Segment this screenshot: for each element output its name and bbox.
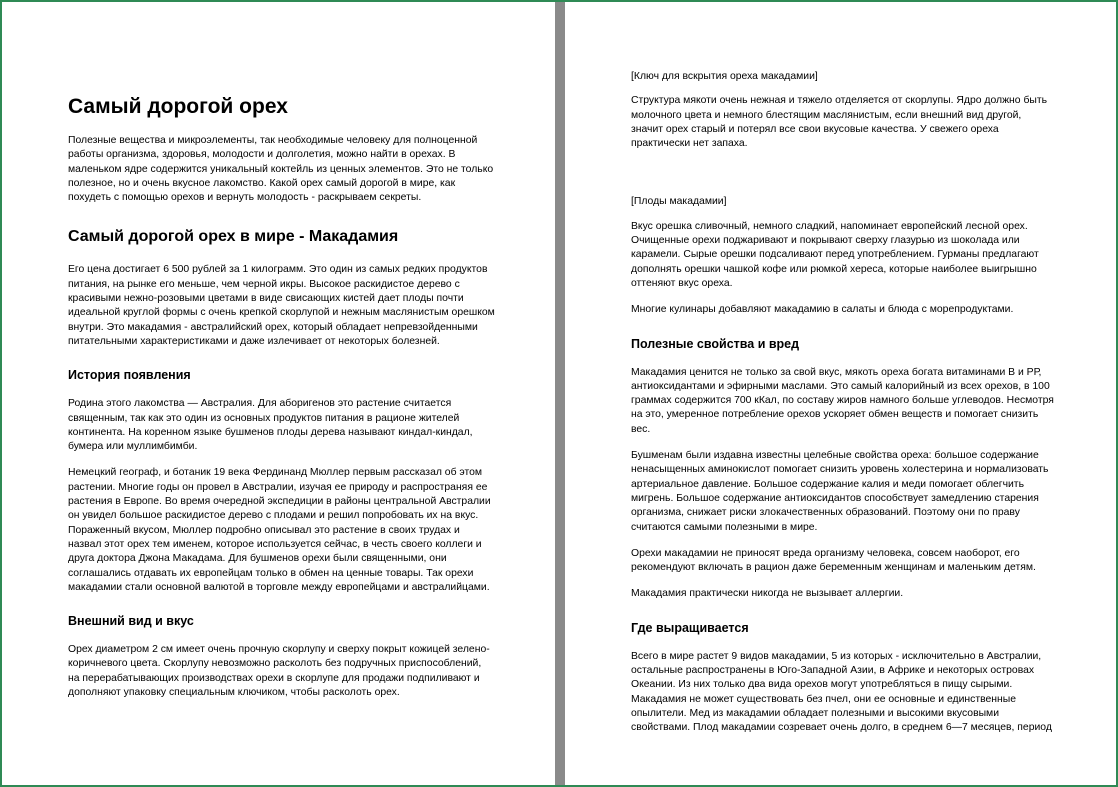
history-paragraph-1: Родина этого лакомства — Австралия. Для аборигенов это растение считается священным, так как это один из основных продуктов питания в рационе жителей континента. На коренном языке бушменов плоды дерева называют киндал-киндал, бумера или муллимбимби.: [68, 398, 473, 453]
document-page-left: [2, 2, 555, 787]
taste-paragraph: Вкус орешка сливочный, немного сладкий, напоминает европейский лесной орех. Очищенные орехи поджаривают и покрывают сверху глазурью из шоколада или карамели. Сырые орешки подсаливают перед употреблением. Гурманы предлагают дополнять орешки чашкой кофе или рюмкой хереса, которые наиболее выигрышно оттеняют вкус ореха.: [631, 220, 1039, 289]
benefits-heading: Полезные свойства и вред: [631, 336, 800, 351]
benefits-paragraph-1: Макадамия ценится не только за свой вкус, мякоть ореха богата витаминами В и РР, антиоксидантами и эфирными маслами. Это самый калорийный из всех орехов, в 100 граммах содержится 700 кКал, по составу жиров намного больше углеводов. Несмотря на это, умеренное потребление орехов ускоряет обмен веществ и помогает снизить вес.: [631, 366, 1054, 435]
intro-paragraph: Полезные вещества и микроэлементы, так необходимые человеку для полноценной работы организма, здоровья, молодости и долголетия, можно найти в орехах. В маленьком ядре содержится уникальный коктейль из ценных элементов. Это не только полезное, но и очень вкусное лакомство. Какой орех самый дорогой в мире, как похудеть с помощью орехов и вернуть молодость - раскрываем секреты.: [68, 135, 494, 204]
image-caption-fruits: [Плоды макадамии]: [631, 196, 727, 208]
pulp-paragraph: Структура мякоти очень нежная и тяжело отделяется от скорлупы. Ядро должно быть молочного цвета и немного блестящим маслянистым, если внешний вид другой, значит орех старый и потерял все свои вкусовые качества. У свежего ореха практически нет запаха.: [631, 95, 1048, 150]
growth-paragraph: Всего в мире растет 9 видов макадамии, 5 из которых - исключительно в Австралии, остальные распространены в Юго-Западной Азии, в Африке и некоторых островах Океании. Из них только два вида орехов могут употребляться в пищу сырыми. Макадамия не может существовать без пчел, они ее основные и единственные опылители. Мед из макадамии обладает полезными и высокими вкусовыми свойствами. Плод макадамии созревает очень долго, в среднем 6—7 месяцев, период: [631, 650, 1052, 734]
page-title: Самый дорогой орех: [68, 95, 288, 118]
appearance-paragraph: Орех диаметром 2 см имеет очень прочную скорлупу и сверху покрыт кожицей зелено-коричневого цвета. Скорлупу невозможно расколоть без подручных приспособлений, на перерабатывающих производствах орехи в скорлупе для продажи подпиливают и дополняют упаковку специальным ключиком, чтобы расколоть орех.: [68, 644, 490, 699]
benefits-paragraph-4: Макадамия практически никогда не вызывает аллергии.: [631, 588, 904, 600]
growth-heading: Где выращивается: [631, 620, 749, 635]
image-placeholder-spacer: [631, 163, 1056, 195]
benefits-paragraph-2: Бушменам были издавна известны целебные свойства ореха: большое содержание ненасыщенных аминокислот помогает снизить уровень холестерина и нормализовать артериальное давление. Большое содержание калия и меди помогает облегчить мигрень. Большое содержание антиоксидантов способствует замедлению старения организма, снижает риски злокачественных образований. Поэтому они по праву считаются самыми полезными в мире.: [631, 450, 1049, 533]
document-page-right: [565, 2, 1116, 787]
history-paragraph-2: Немецкий географ, и ботаник 19 века Фердинанд Мюллер первым рассказал об этом растении. Многие годы он провел в Австралии, изучая ее природу и распространяя ее растения в Европе. Во время очередной экспедиции в районы центральной Австралии он увидел большое раскидистое дерево с плодами и решил попробовать их на вкус. Пораженный вкусом, Мюллер подробно описывал это растение в своих трудах и назвал этот орех тем именем, которое используется сейчас, в честь своего коллеги и друга доктора Джона Макадама. Для бушменов орехи были священными, они соглашались отдавать их европейцам только в обмен на ценные товары. Так орехи макадамии стали основной валютой в торговле между европейцами и австралийцами.: [68, 467, 491, 593]
page-gap: [555, 2, 565, 787]
section-heading-macadamia: Самый дорогой орех в мире - Макадамия: [68, 228, 399, 246]
macadamia-paragraph: Его цена достигает 6 500 рублей за 1 килограмм. Это один из самых редких продуктов питания, на рынке его меньше, чем черной икры. Высокое раскидистое дерево с красивыми нежно-розовыми цветами в виде свисающих кистей дает плоды почти идеальной круглой формы с очень крепкой скорлупой и нежным маслянистым орешком внутри. Это макадамия - австралийский орех, который обладает непревзойденными питательными характеристиками и даже излечивает от некоторых болезней.: [68, 264, 495, 347]
appearance-heading: Внешний вид и вкус: [68, 614, 194, 629]
history-heading: История появления: [68, 368, 191, 383]
benefits-paragraph-3: Орехи макадамии не приносят вреда организму человека, совсем наоборот, его рекомендуют включать в рацион даже беременным женщинам и маленьким детям.: [631, 547, 1036, 574]
image-caption-key: [Ключ для вскрытия ореха макадамии]: [631, 71, 818, 82]
culinary-paragraph: Многие кулинары добавляют макадамию в салаты и блюда с морепродуктами.: [631, 304, 1014, 316]
